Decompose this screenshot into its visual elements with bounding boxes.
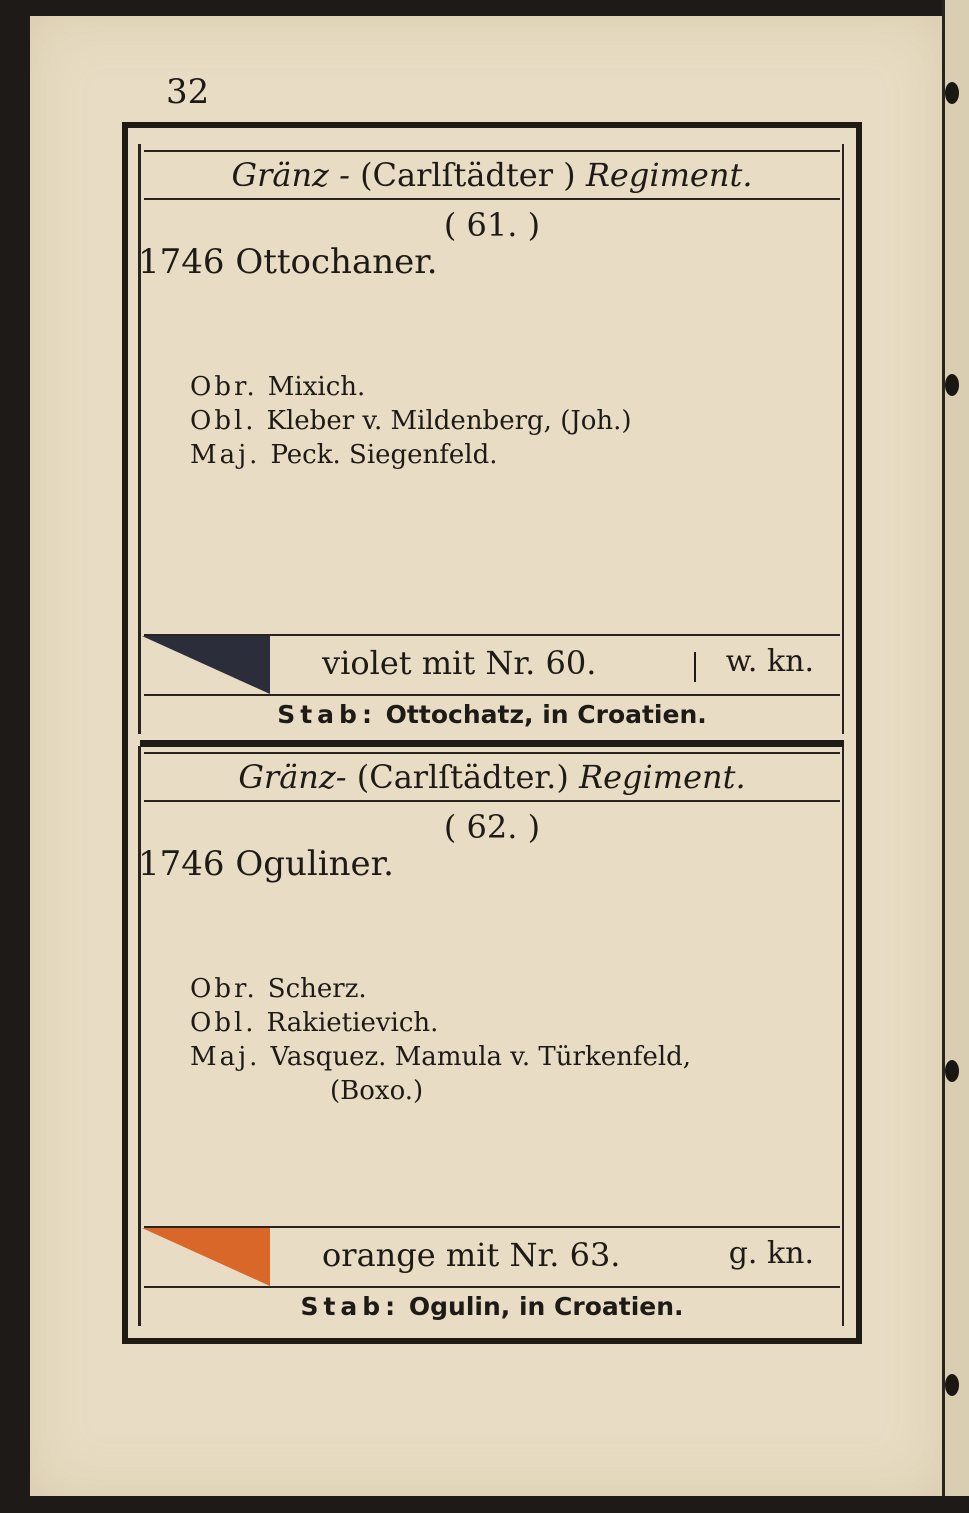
facing-color: orange mit Nr. 63. [322,1236,621,1274]
facing-row [144,1226,840,1288]
header-gränz: Gränz - [231,156,350,194]
stab-label: Stab: [277,700,377,729]
officer-rank: Maj. [190,440,261,470]
button-type: w. kn. [725,644,814,679]
inner-rule [842,746,844,1326]
inner-rule [842,144,844,734]
regiment-frame [122,122,862,1344]
officer-row [190,370,632,404]
facing-flag-swatch [142,636,270,694]
header-regiment: Regiment. [578,758,746,796]
officer-names: Mixich. [267,372,366,402]
stab-location: Ogulin, in Croatien. [408,1292,684,1321]
stab-line [144,1292,840,1321]
officer-rank: Maj. [190,1042,261,1072]
regiment-number: ( 61. ) [443,206,541,244]
header-regiment: Regiment. [585,156,753,194]
officer-rank: Obr. [190,372,258,402]
officer-names: Rakietievich. [266,1008,439,1038]
adjacent-page-edge [942,0,969,1513]
officer-row [190,1006,691,1040]
facing-color: violet mit Nr. 60. [322,644,597,682]
officer-list [190,972,691,1108]
regiment-entry-61 [138,144,840,734]
founding-line: 1746 Oguliner. [138,844,394,884]
officer-rank: Obl. [190,406,257,436]
flag-pennant [142,1228,270,1286]
officer-names: Kleber v. Mildenberg, (Joh.) [266,406,632,436]
officer-row [190,1040,691,1074]
scan-bottom-edge [0,1496,969,1513]
facing-row [144,634,840,696]
officer-row [190,404,632,438]
flag-pennant [142,636,270,694]
officer-names: Vasquez. Mamula v. Türkenfeld, [270,1042,692,1072]
officer-rank: Obl. [190,1008,257,1038]
officer-continuation: (Boxo.) [330,1076,424,1106]
inner-rule [138,746,141,1326]
page-number: 32 [166,72,210,112]
stab-line [144,700,840,729]
officer-rank: Obr. [190,974,258,1004]
header-carlstädter: (Carlſtädter.) [346,758,579,796]
officer-names: Scherz. [267,974,367,1004]
binding-hole [945,1060,959,1082]
regiment-number: ( 62. ) [443,808,541,846]
binding-hole [945,374,959,396]
officer-names: Peck. Siegenfeld. [270,440,498,470]
header-carlstädter: (Carlſtädter ) [349,156,586,194]
binding-hole [945,82,959,104]
officer-list [190,370,632,472]
regiment-header [144,150,840,200]
stab-label: Stab: [300,1292,401,1321]
regiment-header [144,752,840,802]
header-gränz: Gränz- [238,758,347,796]
officer-row [190,972,691,1006]
button-type: g. kn. [728,1236,814,1271]
inner-rule [138,144,141,734]
divider [694,652,696,682]
binding-hole [945,1374,959,1396]
regiment-entry-62 [138,746,840,1326]
officer-row [190,438,632,472]
founding-line: 1746 Ottochaner. [138,242,438,282]
facing-flag-swatch [142,1228,270,1286]
stab-location: Ottochatz, in Croatien. [385,700,707,729]
